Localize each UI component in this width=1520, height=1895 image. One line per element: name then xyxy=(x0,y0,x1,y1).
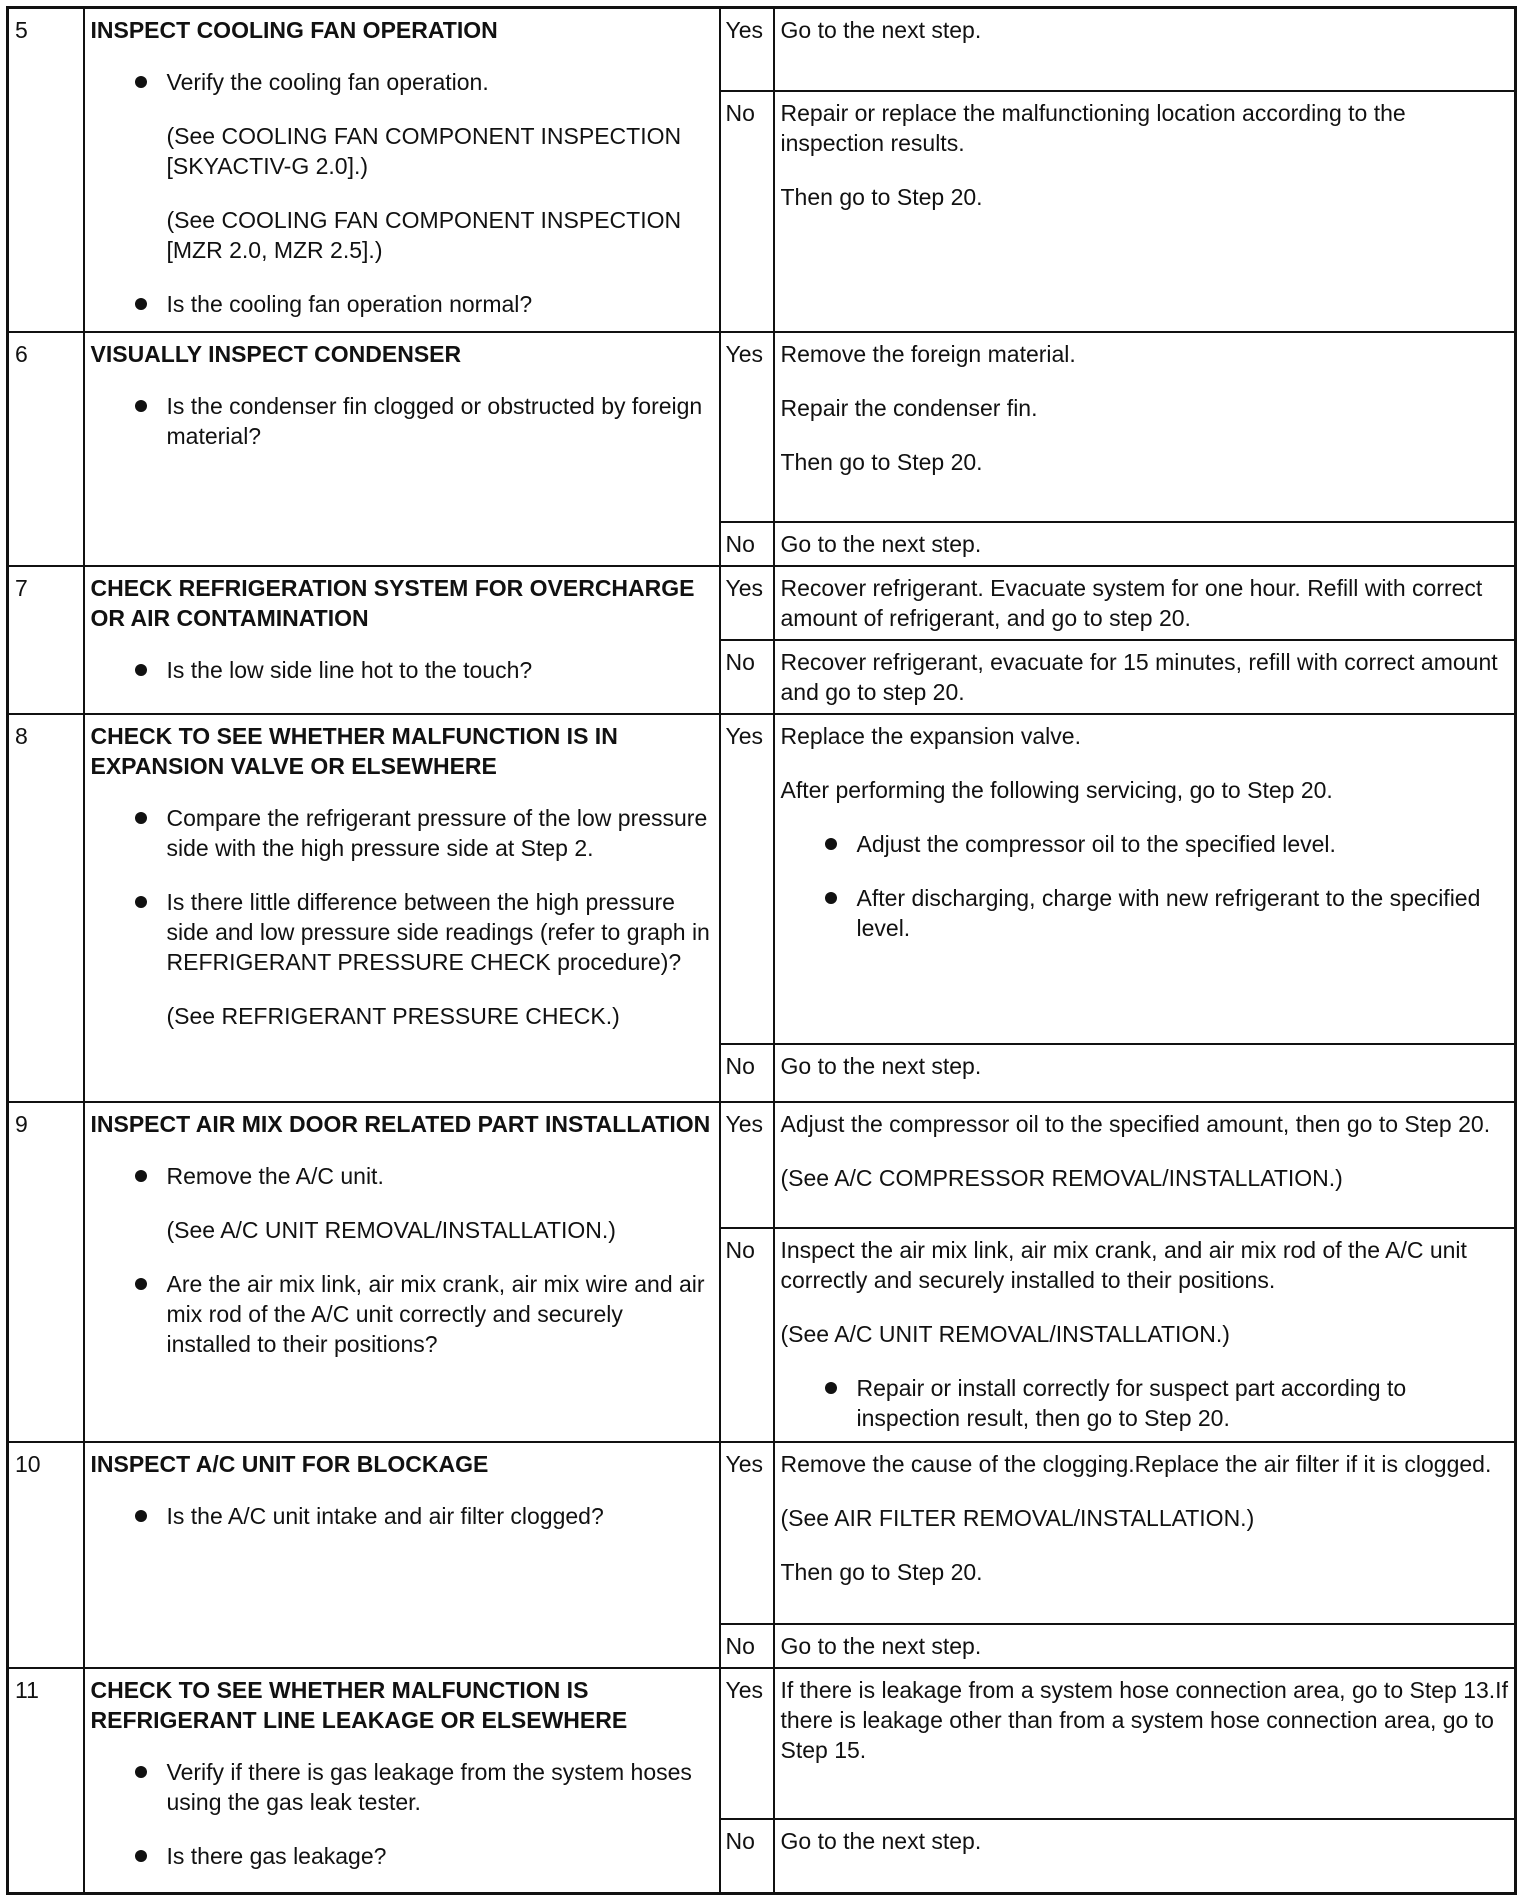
reference-note: (See A/C UNIT REMOVAL/INSTALLATION.) xyxy=(166,1216,616,1243)
no-action-cell xyxy=(774,91,1516,332)
step-number: 10 xyxy=(8,1442,84,1668)
action-text: Then go to Step 20. xyxy=(780,183,983,210)
bullet-text: Verify if there is gas leakage from the system hoses using the gas leak tester. xyxy=(166,1758,692,1815)
bullet-text: Is the low side line hot to the touch? xyxy=(166,656,533,683)
inspection-cell xyxy=(84,714,720,1102)
no-label: No xyxy=(720,1044,774,1102)
yes-action-cell xyxy=(774,714,1516,1044)
step-row-yes xyxy=(8,714,1516,1044)
bullet-item xyxy=(91,1757,713,1817)
step-row-yes xyxy=(8,332,1516,522)
action-text: Inspect the air mix link, air mix crank, and air mix rod of the A/C unit correctly and securely installed to their positions. xyxy=(780,1236,1467,1293)
action-text: (See AIR FILTER REMOVAL/INSTALLATION.) xyxy=(780,1504,1255,1531)
yes-label: Yes xyxy=(720,332,774,522)
bullet-item xyxy=(91,887,713,977)
bullet-icon xyxy=(135,664,147,676)
yes-label: Yes xyxy=(720,566,774,640)
step-title: CHECK TO SEE WHETHER MALFUNCTION IS IN EXPANSION VALVE OR ELSEWHERE xyxy=(90,722,618,779)
bullet-text: Repair or install correctly for suspect part according to inspection result, then go to Step 20. xyxy=(856,1374,1407,1431)
bullet-item xyxy=(91,1161,713,1191)
bullet-item xyxy=(781,1373,1509,1433)
no-action-cell xyxy=(774,1228,1516,1442)
step-title: INSPECT COOLING FAN OPERATION xyxy=(90,17,498,43)
step-row-yes xyxy=(8,1442,1516,1624)
yes-action-cell xyxy=(774,1442,1516,1624)
action-text: Repair or replace the malfunctioning location according to the inspection results. xyxy=(780,99,1406,156)
action-text: Then go to Step 20. xyxy=(780,1558,983,1585)
bullet-text: Verify the cooling fan operation. xyxy=(166,69,489,95)
bullet-item xyxy=(91,289,713,319)
bullet-text: Is the A/C unit intake and air filter clogged? xyxy=(166,1502,604,1529)
no-label: No xyxy=(720,1228,774,1442)
no-label: No xyxy=(720,1624,774,1668)
bullet-text: Is the cooling fan operation normal? xyxy=(166,291,533,317)
bullet-icon xyxy=(135,298,147,310)
inspection-cell xyxy=(84,1442,720,1668)
yes-label: Yes xyxy=(720,1442,774,1624)
no-action-cell xyxy=(774,1624,1516,1668)
step-number: 8 xyxy=(8,714,84,1102)
reference-note: (See REFRIGERANT PRESSURE CHECK.) xyxy=(166,1002,620,1029)
action-text: Adjust the compressor oil to the specified amount, then go to Step 20. xyxy=(780,1110,1491,1137)
troubleshooting-page xyxy=(6,6,1514,1869)
bullet-icon xyxy=(135,76,147,88)
no-label: No xyxy=(720,522,774,566)
action-text: (See A/C COMPRESSOR REMOVAL/INSTALLATION.) xyxy=(780,1164,1343,1191)
yes-label: Yes xyxy=(720,714,774,1044)
bullet-text: Compare the refrigerant pressure of the low pressure side with the high pressure side at Step 2. xyxy=(166,804,708,861)
bullet-text: Are the air mix link, air mix crank, air mix wire and air mix rod of the A/C unit correctly and securely installed to their positions? xyxy=(166,1270,705,1357)
yes-label: Yes xyxy=(720,1668,774,1819)
step-title: INSPECT A/C UNIT FOR BLOCKAGE xyxy=(90,1450,489,1477)
action-text: Go to the next step. xyxy=(780,1827,982,1854)
step-row-yes xyxy=(8,1668,1516,1819)
bullet-text: Is there gas leakage? xyxy=(166,1842,387,1869)
yes-action-cell xyxy=(774,1668,1516,1819)
step-title: CHECK TO SEE WHETHER MALFUNCTION IS REFRIGERANT LINE LEAKAGE OR ELSEWHERE xyxy=(90,1676,628,1733)
bullet-item xyxy=(91,1841,713,1871)
inspection-cell xyxy=(84,332,720,566)
no-label: No xyxy=(720,1819,774,1894)
bullet-item xyxy=(781,883,1509,943)
step-number: 11 xyxy=(8,1668,84,1894)
no-action-cell xyxy=(774,640,1516,714)
diagnostic-procedure-table xyxy=(6,6,1517,1895)
step-title: VISUALLY INSPECT CONDENSER xyxy=(90,340,462,367)
bullet-icon xyxy=(135,896,147,908)
action-text: After performing the following servicing, go to Step 20. xyxy=(780,776,1333,803)
action-text: If there is leakage from a system hose connection area, go to Step 13.If there is leakage other than from a system hose connection area, go to Step 15. xyxy=(780,1676,1508,1763)
step-number: 5 xyxy=(8,8,84,332)
yes-label: Yes xyxy=(720,1102,774,1228)
bullet-icon xyxy=(135,1278,147,1290)
action-text: Recover refrigerant, evacuate for 15 minutes, refill with correct amount and go to step 20. xyxy=(780,648,1498,705)
action-text: Repair the condenser fin. xyxy=(780,394,1038,421)
step-title: INSPECT AIR MIX DOOR RELATED PART INSTALLATION xyxy=(90,1110,711,1137)
no-action-cell xyxy=(774,522,1516,566)
reference-note: (See COOLING FAN COMPONENT INSPECTION [SKYACTIV-G 2.0].) xyxy=(166,123,682,179)
step-title: CHECK REFRIGERATION SYSTEM FOR OVERCHARGE OR AIR CONTAMINATION xyxy=(90,574,695,631)
bullet-icon xyxy=(135,1766,147,1778)
inspection-cell xyxy=(84,1668,720,1894)
bullet-icon xyxy=(135,812,147,824)
yes-action-cell xyxy=(774,1102,1516,1228)
action-text: Recover refrigerant. Evacuate system for one hour. Refill with correct amount of refrigerant, and go to step 20. xyxy=(780,574,1483,631)
no-label: No xyxy=(720,91,774,332)
yes-label: Yes xyxy=(720,8,774,91)
step-number: 6 xyxy=(8,332,84,566)
bullet-text: Is there little difference between the high pressure side and low pressure side readings (refer to graph in REFRIGERANT PRESSURE CHECK procedure)? xyxy=(166,888,710,975)
bullet-text: Remove the A/C unit. xyxy=(166,1162,384,1189)
bullet-text: Is the condenser fin clogged or obstructed by foreign material? xyxy=(166,392,703,449)
action-text: Remove the foreign material. xyxy=(780,340,1076,367)
bullet-text: Adjust the compressor oil to the specified level. xyxy=(856,830,1336,857)
bullet-item xyxy=(91,67,713,97)
no-action-cell xyxy=(774,1044,1516,1102)
inspection-cell xyxy=(84,566,720,714)
action-text: (See A/C UNIT REMOVAL/INSTALLATION.) xyxy=(780,1320,1230,1347)
step-row-yes xyxy=(8,8,1516,91)
inspection-cell xyxy=(84,8,720,332)
action-text: Replace the expansion valve. xyxy=(780,722,1081,749)
no-label: No xyxy=(720,640,774,714)
step-row-yes xyxy=(8,1102,1516,1228)
bullet-icon xyxy=(825,838,837,850)
reference-note: (See COOLING FAN COMPONENT INSPECTION [MZR 2.0, MZR 2.5].) xyxy=(166,207,682,263)
bullet-icon xyxy=(135,400,147,412)
bullet-item xyxy=(91,1269,713,1359)
action-text: Go to the next step. xyxy=(780,1052,982,1079)
inspection-cell xyxy=(84,1102,720,1442)
yes-action-cell xyxy=(774,566,1516,640)
bullet-icon xyxy=(135,1850,147,1862)
action-text: Go to the next step. xyxy=(780,17,982,43)
step-row-yes xyxy=(8,566,1516,640)
bullet-item xyxy=(781,829,1509,859)
yes-action-cell xyxy=(774,332,1516,522)
no-action-cell xyxy=(774,1819,1516,1894)
bullet-item xyxy=(91,1501,713,1531)
action-text: Remove the cause of the clogging.Replace the air filter if it is clogged. xyxy=(780,1450,1492,1477)
action-text: Go to the next step. xyxy=(780,530,982,557)
bullet-icon xyxy=(135,1510,147,1522)
bullet-icon xyxy=(135,1170,147,1182)
yes-action-cell xyxy=(774,8,1516,91)
bullet-text: After discharging, charge with new refrigerant to the specified level. xyxy=(856,884,1481,941)
bullet-item xyxy=(91,655,713,685)
step-number: 7 xyxy=(8,566,84,714)
bullet-icon xyxy=(825,1382,837,1394)
bullet-icon xyxy=(825,892,837,904)
step-number: 9 xyxy=(8,1102,84,1442)
bullet-item xyxy=(91,803,713,863)
action-text: Then go to Step 20. xyxy=(780,448,983,475)
action-text: Go to the next step. xyxy=(780,1632,982,1659)
bullet-item xyxy=(91,391,713,451)
